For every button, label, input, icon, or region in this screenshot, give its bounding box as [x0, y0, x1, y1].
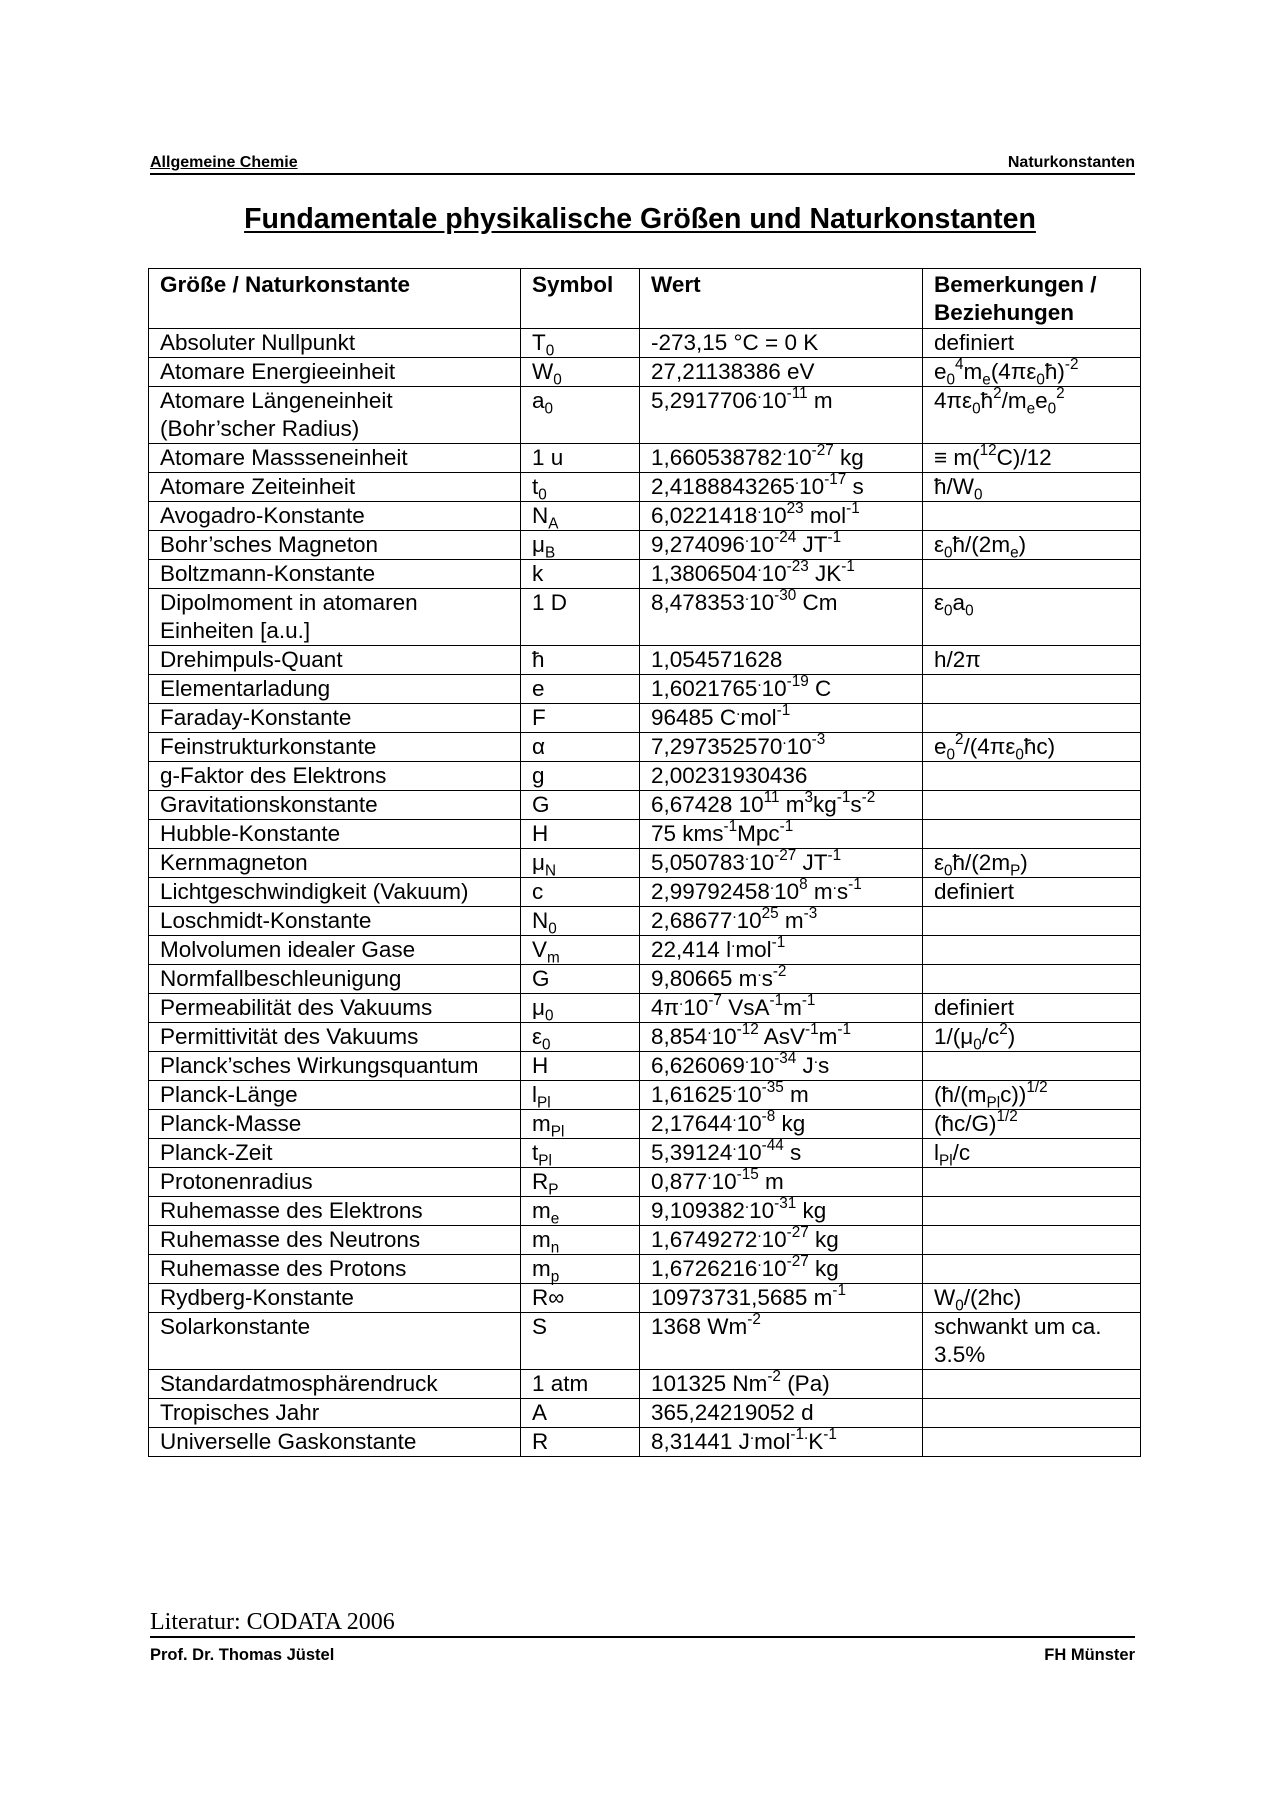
cell-value: $4\pi^.10^{-7}$ $VsA^{-1}m^{-1}$ [640, 994, 923, 1023]
cell-remark [923, 965, 1141, 994]
footer-institution: FH Münster [1044, 1646, 1135, 1664]
table-row [149, 820, 1141, 849]
cell-remark [923, 791, 1141, 820]
table-row [149, 1313, 1141, 1370]
cell-name: Loschmidt-Konstante [149, 907, 521, 936]
cell-value: $5,39124^.10^{-44}$ s [640, 1139, 923, 1168]
cell-remark [923, 502, 1141, 531]
cell-name: Boltzmann-Konstante [149, 560, 521, 589]
table-row [149, 1255, 1141, 1284]
cell-symbol: 1 D [521, 589, 640, 646]
cell-value: $5,050783^.10^{-27}$ $JT^{-1}$ [640, 849, 923, 878]
cell-value: $0,877^.10^{-15}$ m [640, 1168, 923, 1197]
cell-name: Solarkonstante [149, 1313, 521, 1370]
cell-value: $1,6021765^.10^{-19}$ C [640, 675, 923, 704]
cell-name: Hubble-Konstante [149, 820, 521, 849]
cell-symbol: g [521, 762, 640, 791]
cell-value: $7,297352570^.10^{-3}$ [640, 733, 923, 762]
cell-symbol: $m_e$ [521, 1197, 640, 1226]
cell-value: $8,854^.10^{-12}$ $AsV^{-1}m^{-1}$ [640, 1023, 923, 1052]
cell-name: Kernmagneton [149, 849, 521, 878]
table-row [149, 733, 1141, 762]
cell-value: $6,626069^.10^{-34}$ J.s [640, 1052, 923, 1081]
cell-value: 10973731,5685 $m^{-1}$ [640, 1284, 923, 1313]
table-row [149, 1168, 1141, 1197]
cell-value: 96485 C.mol$^{-1}$ [640, 704, 923, 733]
table-row [149, 1139, 1141, 1168]
cell-symbol: $\varepsilon_0$ [521, 1023, 640, 1052]
cell-value: 1368 $Wm^{-2}$ [640, 1313, 923, 1370]
cell-symbol: $W_0$ [521, 358, 640, 387]
cell-symbol: 1 atm [521, 1370, 640, 1399]
cell-remark [923, 907, 1141, 936]
cell-value: $2,4188843265^.10^{-17}$ s [640, 473, 923, 502]
cell-name: Permittivität des Vakuums [149, 1023, 521, 1052]
cell-value: 2,00231930436 [640, 762, 923, 791]
table-row [149, 358, 1141, 387]
cell-value: 1,054571628 [640, 646, 923, 675]
cell-symbol: H [521, 820, 640, 849]
cell-name: Planck’sches Wirkungsquantum [149, 1052, 521, 1081]
table-header-row [149, 269, 1141, 329]
cell-symbol: e [521, 675, 640, 704]
table-row [149, 878, 1141, 907]
cell-symbol: S [521, 1313, 640, 1370]
table-row [149, 1399, 1141, 1428]
table-row [149, 646, 1141, 675]
table-row [149, 994, 1141, 1023]
cell-remark: $ħ/W_0$ [923, 473, 1141, 502]
cell-remark [923, 675, 1141, 704]
cell-remark: h/2π [923, 646, 1141, 675]
cell-remark: $e_0^4m_e(4\pi\varepsilon_0ħ)^{-2}$ [923, 358, 1141, 387]
cell-remark [923, 1197, 1141, 1226]
cell-value: 365,24219052 d [640, 1399, 923, 1428]
cell-name: Absoluter Nullpunkt [149, 329, 521, 358]
cell-value: $1,6726216^.10^{-27}$ kg [640, 1255, 923, 1284]
table-row [149, 704, 1141, 733]
cell-remark [923, 1399, 1141, 1428]
cell-symbol: $t_{Pl}$ [521, 1139, 640, 1168]
cell-symbol: α [521, 733, 640, 762]
cell-symbol: $m_p$ [521, 1255, 640, 1284]
cell-symbol: $\mu_B$ [521, 531, 640, 560]
cell-name: Planck-Länge [149, 1081, 521, 1110]
cell-value: $1,3806504^.10^{-23}$ $JK^{-1}$ [640, 560, 923, 589]
running-header [150, 154, 1135, 175]
table-row [149, 560, 1141, 589]
cell-remark [923, 1052, 1141, 1081]
cell-symbol: $a_0$ [521, 387, 640, 444]
cell-remark [923, 1255, 1141, 1284]
cell-name: Universelle Gaskonstante [149, 1428, 521, 1457]
cell-symbol: F [521, 704, 640, 733]
table-row [149, 444, 1141, 473]
cell-remark: $(ħ/(m_{Pl}c))^{1/2}$ [923, 1081, 1141, 1110]
cell-remark: ≡ m($^{12}$C)/12 [923, 444, 1141, 473]
cell-symbol: G [521, 965, 640, 994]
cell-symbol: $l_{Pl}$ [521, 1081, 640, 1110]
cell-remark: $W_0/(2hc)$ [923, 1284, 1141, 1313]
cell-remark: $\varepsilon_0ħ/(2m_P)$ [923, 849, 1141, 878]
cell-name: Bohr’sches Magneton [149, 531, 521, 560]
table-row [149, 1052, 1141, 1081]
cell-symbol: $m_{Pl}$ [521, 1110, 640, 1139]
table-row [149, 1110, 1141, 1139]
table-row [149, 965, 1141, 994]
table-row [149, 1023, 1141, 1052]
cell-name: Avogadro-Konstante [149, 502, 521, 531]
cell-name: Atomare Massseneinheit [149, 444, 521, 473]
table-row [149, 675, 1141, 704]
column-header-value: Wert [640, 269, 923, 329]
cell-symbol: c [521, 878, 640, 907]
cell-remark: definiert [923, 878, 1141, 907]
cell-symbol: R∞ [521, 1284, 640, 1313]
cell-symbol: $m_n$ [521, 1226, 640, 1255]
cell-remark [923, 820, 1141, 849]
constants-table-body [149, 329, 1141, 1457]
cell-remark: $1/(\mu_0/c^2)$ [923, 1023, 1141, 1052]
table-row [149, 936, 1141, 965]
cell-value: $9,109382^.10^{-31}$ kg [640, 1197, 923, 1226]
cell-value: $1,660538782^.10^{-27}$ kg [640, 444, 923, 473]
table-row [149, 589, 1141, 646]
cell-symbol: $\mu_N$ [521, 849, 640, 878]
cell-value: 22,414 l.mol$^{-1}$ [640, 936, 923, 965]
cell-remark: (ħc/G)$^{1/2}$ [923, 1110, 1141, 1139]
table-row [149, 1081, 1141, 1110]
cell-name: Protonenradius [149, 1168, 521, 1197]
cell-name: Lichtgeschwindigkeit (Vakuum) [149, 878, 521, 907]
cell-remark: definiert [923, 329, 1141, 358]
cell-remark [923, 1370, 1141, 1399]
cell-name: Planck-Zeit [149, 1139, 521, 1168]
cell-name: Standardatmosphärendruck [149, 1370, 521, 1399]
cell-value: $1,6749272^.10^{-27}$ kg [640, 1226, 923, 1255]
cell-name: Drehimpuls-Quant [149, 646, 521, 675]
column-header-quantity: Größe / Naturkonstante [149, 269, 521, 329]
cell-name: Permeabilität des Vakuums [149, 994, 521, 1023]
cell-value: 101325 $Nm^{-2}$ (Pa) [640, 1370, 923, 1399]
page-title: Fundamentale physikalische Größen und Naturkonstanten [244, 203, 1036, 235]
table-row [149, 907, 1141, 936]
cell-name: Faraday-Konstante [149, 704, 521, 733]
cell-symbol: $N_A$ [521, 502, 640, 531]
cell-symbol: $t_0$ [521, 473, 640, 502]
cell-symbol: H [521, 1052, 640, 1081]
table-row [149, 1428, 1141, 1457]
cell-remark [923, 704, 1141, 733]
cell-name: Gravitationskonstante [149, 791, 521, 820]
cell-symbol: $N_0$ [521, 907, 640, 936]
table-row [149, 762, 1141, 791]
cell-value: 6,67428 $10^{11}$ $m^3kg^{-1}s^{-2}$ [640, 791, 923, 820]
header-course: Allgemeine Chemie [150, 154, 298, 171]
literature-reference: Literatur: CODATA 2006 [150, 1609, 395, 1635]
cell-name: Dipolmoment in atomaren Einheiten [a.u.] [149, 589, 521, 646]
cell-name: Atomare Energieeinheit [149, 358, 521, 387]
cell-remark [923, 1226, 1141, 1255]
cell-value: 8,31441 $J^.mol^{-1.}K^{-1}$ [640, 1428, 923, 1457]
cell-value: $2,17644^.10^{-8}$ kg [640, 1110, 923, 1139]
cell-remark: $4\pi\varepsilon_0ħ^2/m_ee_0^2$ [923, 387, 1141, 444]
cell-name: Feinstrukturkonstante [149, 733, 521, 762]
table-row [149, 502, 1141, 531]
cell-symbol: $\mu_0$ [521, 994, 640, 1023]
cell-remark [923, 560, 1141, 589]
cell-symbol: A [521, 1399, 640, 1428]
cell-symbol: G [521, 791, 640, 820]
cell-name: Atomare Zeiteinheit [149, 473, 521, 502]
cell-remark: $\varepsilon_0ħ/(2m_e)$ [923, 531, 1141, 560]
cell-symbol: $R_P$ [521, 1168, 640, 1197]
table-row [149, 1197, 1141, 1226]
cell-name: Planck-Masse [149, 1110, 521, 1139]
cell-symbol: 1 u [521, 444, 640, 473]
cell-value: $1,61625^.10^{-35}$ m [640, 1081, 923, 1110]
header-topic: Naturkonstanten [1007, 154, 1135, 171]
cell-name: Ruhemasse des Protons [149, 1255, 521, 1284]
cell-value: $6,0221418^.10^{23}$ mol$^{-1}$ [640, 502, 923, 531]
table-row [149, 329, 1141, 358]
table-row [149, 1284, 1141, 1313]
table-row [149, 387, 1141, 444]
constants-table [148, 268, 1141, 1457]
table-row [149, 849, 1141, 878]
cell-name: Tropisches Jahr [149, 1399, 521, 1428]
cell-value: 27,21138386 eV [640, 358, 923, 387]
cell-symbol: ħ [521, 646, 640, 675]
cell-symbol: $V_m$ [521, 936, 640, 965]
cell-remark: schwankt um ca. 3.5% [923, 1313, 1141, 1370]
cell-name: Ruhemasse des Neutrons [149, 1226, 521, 1255]
cell-name: Normfallbeschleunigung [149, 965, 521, 994]
table-row [149, 473, 1141, 502]
cell-name: Rydberg-Konstante [149, 1284, 521, 1313]
table-row [149, 1226, 1141, 1255]
cell-value: $9,274096^.10^{-24}$ $JT^{-1}$ [640, 531, 923, 560]
table-row [149, 791, 1141, 820]
cell-remark [923, 1168, 1141, 1197]
cell-value: $8,478353^.10^{-30}$ Cm [640, 589, 923, 646]
cell-name: Atomare Längeneinheit (Bohr’scher Radius) [149, 387, 521, 444]
cell-value: 9,80665 $m^.s^{-2}$ [640, 965, 923, 994]
cell-remark: $\varepsilon_0a_0$ [923, 589, 1141, 646]
cell-name: Molvolumen idealer Gase [149, 936, 521, 965]
footer-author: Prof. Dr. Thomas Jüstel [150, 1646, 335, 1664]
cell-symbol: k [521, 560, 640, 589]
table-row [149, 531, 1141, 560]
cell-remark [923, 936, 1141, 965]
column-header-remarks: Bemerkungen / Beziehungen [923, 269, 1141, 329]
cell-value: $2,68677^.10^{25}$ $m^{-3}$ [640, 907, 923, 936]
column-header-symbol: Symbol [521, 269, 640, 329]
cell-remark [923, 1428, 1141, 1457]
cell-remark [923, 762, 1141, 791]
cell-value: 75 kms$^{-1}$Mpc$^{-1}$ [640, 820, 923, 849]
table-row [149, 1370, 1141, 1399]
cell-symbol: R [521, 1428, 640, 1457]
cell-value: $5,2917706^.10^{-11}$ m [640, 387, 923, 444]
running-footer [150, 1636, 1135, 1665]
cell-name: Elementarladung [149, 675, 521, 704]
cell-value: -273,15 °C = 0 K [640, 329, 923, 358]
cell-name: g-Faktor des Elektrons [149, 762, 521, 791]
cell-name: Ruhemasse des Elektrons [149, 1197, 521, 1226]
cell-remark: $l_{Pl}/c$ [923, 1139, 1141, 1168]
cell-remark: $e_0^2/(4\pi\varepsilon_0ħc)$ [923, 733, 1141, 762]
cell-remark: definiert [923, 994, 1141, 1023]
cell-value: $2,99792458^.10^8$ $m^.s^{-1}$ [640, 878, 923, 907]
cell-symbol: $T_0$ [521, 329, 640, 358]
